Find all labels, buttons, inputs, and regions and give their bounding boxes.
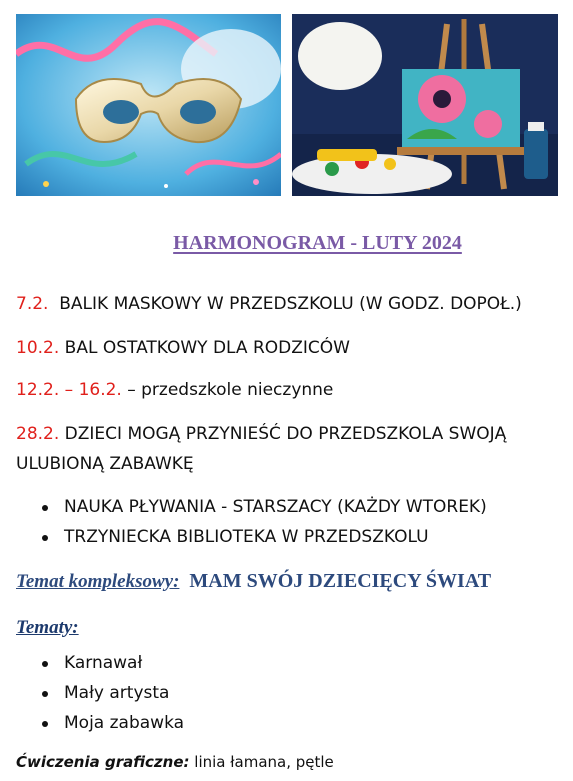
easel-painting-image — [292, 14, 558, 196]
page-title: HARMONOGRAM - LUTY 2024 — [173, 232, 462, 254]
list-item: NAUKA PŁYWANIA - STARSZACY (KAŻDY WTOREK) — [16, 496, 487, 526]
event-item — [16, 380, 333, 400]
list-item: Karnawał — [16, 652, 184, 682]
event-text: BALIK MASKOWY W PRZEDSZKOLU (W GODZ. DOPOŁ.) — [48, 294, 522, 314]
carnival-mask-image — [16, 14, 281, 196]
event-text-continued: ULUBIONĄ ZABAWKĘ — [16, 454, 194, 474]
event-text: BAL OSTATKOWY DLA RODZICÓW — [59, 338, 350, 358]
list-item: Mały artysta — [16, 682, 184, 712]
theme-label: Temat kompleksowy: — [16, 571, 180, 592]
event-item — [16, 338, 350, 358]
theme-value: MAM SWÓJ DZIECIĘCY ŚWIAT — [189, 570, 492, 592]
graphic-exercises — [16, 753, 334, 771]
activities-list — [16, 496, 487, 556]
topics-list — [16, 652, 184, 742]
event-item — [16, 424, 506, 444]
event-text: DZIECI MOGĄ PRZYNIEŚĆ DO PRZEDSZKOLA SWOJĄ — [59, 424, 507, 444]
event-date: 7.2. — [16, 294, 49, 314]
graphic-exercises-label: Ćwiczenia graficzne: — [16, 753, 190, 771]
event-item — [16, 294, 522, 314]
list-item: Moja zabawka — [16, 712, 184, 742]
topics-heading: Tematy: — [16, 617, 79, 638]
graphic-exercises-value: linia łamana, pętle — [189, 753, 334, 771]
event-date: 10.2. — [16, 338, 60, 358]
event-date: 28.2. — [16, 424, 60, 444]
event-date: 12.2. – 16.2. — [16, 380, 122, 400]
list-item: TRZYNIECKA BIBLIOTEKA W PRZEDSZKOLU — [16, 526, 487, 556]
event-text: – przedszkole nieczynne — [121, 380, 334, 400]
theme-row — [16, 570, 491, 593]
